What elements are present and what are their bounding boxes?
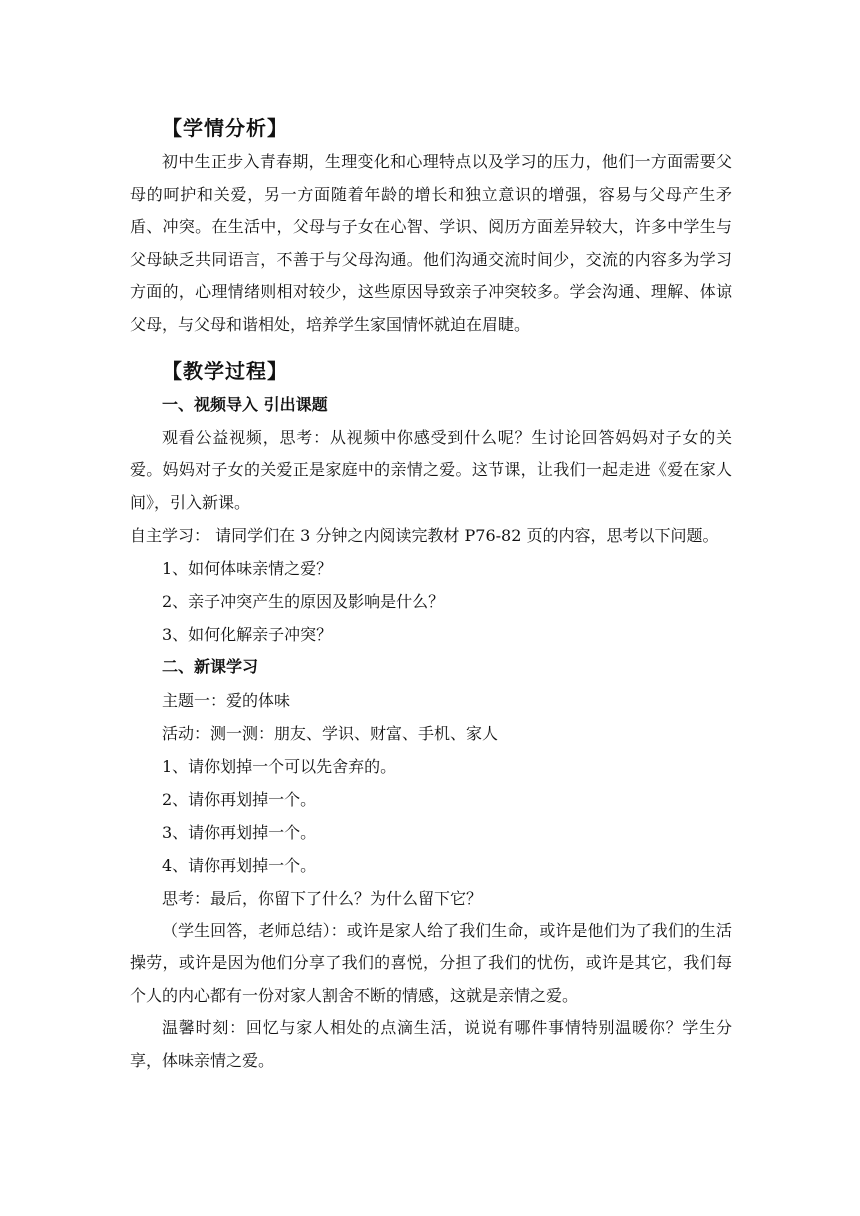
activity-line: 活动：测一测：朋友、学识、财富、手机、家人: [162, 723, 499, 743]
summary-paragraph: （学生回答，老师总结）：或许是家人给了我们生命，或许是他们为了我们的生活操劳，或许是因为他们分享了我们的喜悦，分担了我们的忧伤，或许是其它，我们每个人的内心都有一份对家人割舍不断的情感，这就是亲情之爱。: [130, 920, 732, 1005]
document-content: [130, 112, 732, 1077]
part1-paragraph: 观看公益视频，思考：从视频中你感受到什么呢？生讨论回答妈妈对子女的关爱。妈妈对子女的关爱正是家庭中的亲情之爱。这节课，让我们一起走进《爱在家人间》，引入新课。: [130, 427, 732, 512]
self-study-line: 自主学习： 请同学们在 3 分钟之内阅读完教材 P76-82 页的内容，思考以下问题。: [130, 526, 719, 545]
step-item: 1、请你划掉一个可以先舍弃的。: [162, 756, 397, 776]
step-item: 2、请你再划掉一个。: [162, 789, 317, 809]
section-heading-process: 【教学过程】: [162, 359, 288, 383]
theme-line: 主题一：爱的体味: [162, 690, 291, 710]
step-item: 3、请你再划掉一个。: [162, 822, 317, 842]
question-item: 2、亲子冲突产生的原因及影响是什么？: [162, 592, 445, 611]
step-item: 4、请你再划掉一个。: [162, 855, 317, 875]
part1-title: 一、视频导入 引出课题: [162, 395, 328, 414]
analysis-paragraph: 初中生正步入青春期，生理变化和心理特点以及学习的压力，他们一方面需要父母的呵护和关爱，另一方面随着年龄的增长和独立意识的增强，容易与父母产生矛盾、冲突。在生活中，父母与子女在心智、学识、阅历方面差异较大，许多中学生与父母缺乏共同语言，不善于与父母沟通。他们沟通交流时间少，交流的内容多为学习方面的，心理情绪则相对较少，这些原因导致亲子冲突较多。学会沟通、理解、体谅父母，与父母和谐相处，培养学生家国情怀就迫在眉睫。: [130, 152, 732, 334]
warm-moment-paragraph: 温馨时刻：回忆与家人相处的点滴生活，说说有哪件事情特别温暖你？学生分享，体味亲情之爱。: [130, 1018, 732, 1070]
part2-title: 二、新课学习: [162, 657, 259, 676]
think-line: 思考：最后，你留下了什么？为什么留下它？: [162, 888, 483, 908]
section-heading-analysis: 【学情分析】: [162, 116, 288, 140]
question-item: 1、如何体味亲情之爱？: [162, 559, 333, 578]
question-item: 3、如何化解亲子冲突？: [162, 625, 333, 644]
